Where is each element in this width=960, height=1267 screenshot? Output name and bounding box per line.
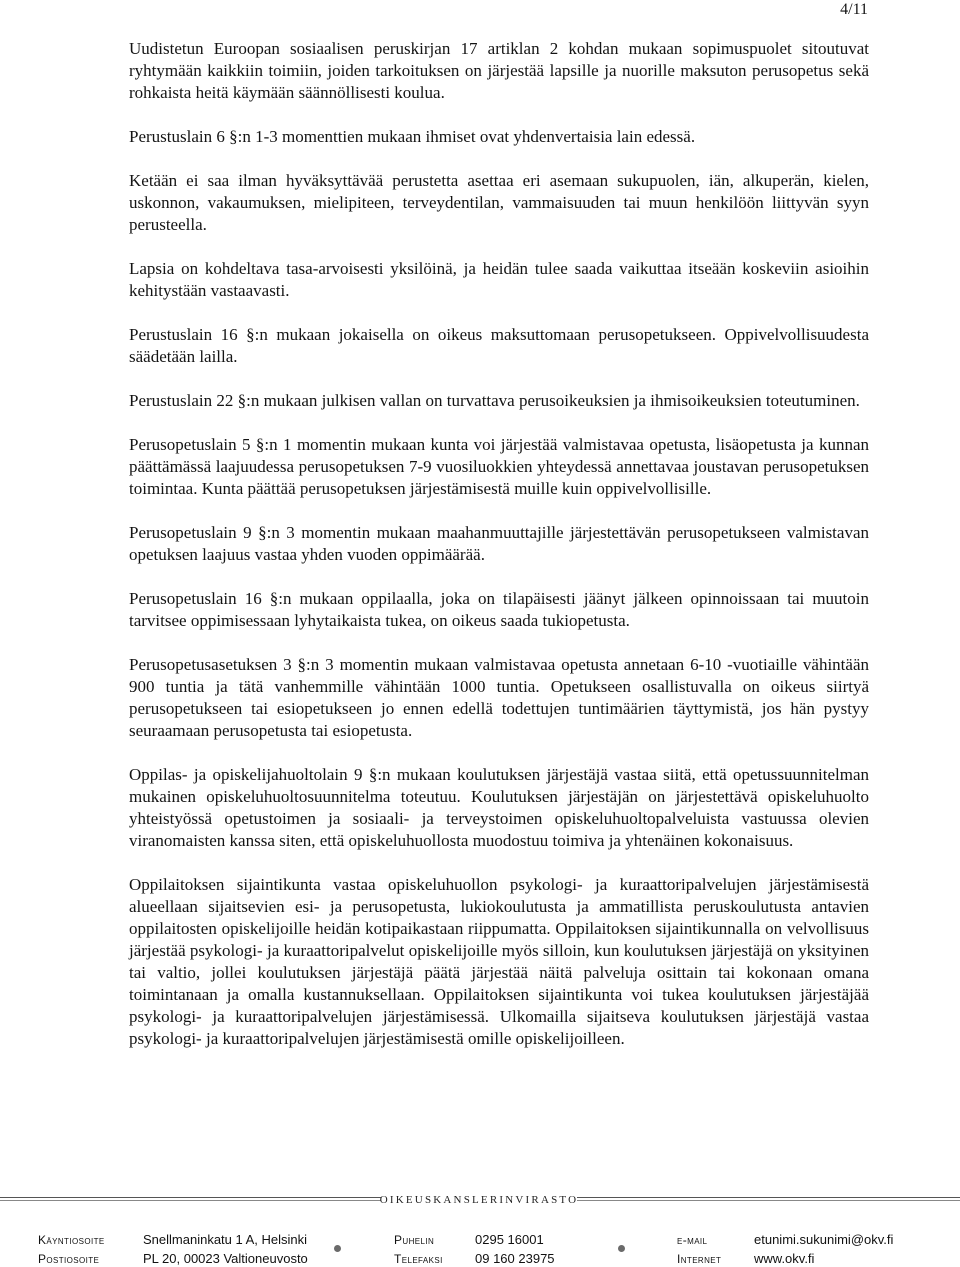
footer-phone: 0295 16001 [475,1232,544,1247]
paragraph-children-equality: Lapsia on kohdeltava tasa-arvoisesti yksilöinä, ja heidän tulee saada vaikuttaa itseään koskeviin asioihin kehitystään vastaavasti. [129,259,869,300]
paragraph-constitution-22: Perustuslain 22 §:n mukaan julkisen vallan on turvattava perusoikeuksien ja ihmisoikeuksien toteutuminen. [129,391,860,410]
footer-internet-label: Internet [677,1252,722,1266]
footer-separator-dot [618,1245,625,1252]
footer-org-plate [381,1188,577,1212]
paragraph-constitution-6: Perustuslain 6 §:n 1-3 momenttien mukaan ihmiset ovat yhdenvertaisia lain edessä. [129,127,696,146]
footer-email-label: e-mail [677,1233,708,1247]
paragraph-non-discrimination: Ketään ei saa ilman hyväksyttävää perustetta asettaa eri asemaan sukupuolen, iän, alkuperän, kielen, uskonnon, vakaumuksen, mielipiteen, terveydentilan, vammaisuuden tai muun henkilöön liittyvän syyn perusteella. [129,171,869,234]
footer-postal-address: PL 20, 00023 Valtioneuvosto [143,1251,308,1266]
footer-fax-label: Telefaksi [394,1252,443,1266]
paragraph-basic-education-act-5: Perusopetuslain 5 §:n 1 momentin mukaan kunta voi järjestää valmistavaa opetusta, lisäopetusta ja kunnan päättämässä laajuudessa perusopetuksen 7-9 vuosiluokkien yhteydessä annettavaa joustavan perusopetuksen toimintaa. Kunta päättää perusopetuksen järjestämisestä muille kuin oppivelvollisille. [129,435,869,498]
footer-fax: 09 160 23975 [475,1251,555,1266]
footer-visiting-address: Snellmaninkatu 1 A, Helsinki [143,1232,308,1247]
footer-internet[interactable]: www.okv.fi [754,1251,815,1266]
footer-email[interactable]: etunimi.sukunimi@okv.fi [754,1232,894,1247]
paragraph-constitution-16: Perustuslain 16 §:n mukaan jokaisella on oikeus maksuttomaan perusopetukseen. Oppivelvollisuudesta säädetään lailla. [129,325,869,366]
footer-phone-label: Puhelin [394,1233,435,1247]
paragraph-student-welfare-act-9: Oppilas- ja opiskelijahuoltolain 9 §:n mukaan koulutuksen järjestäjä vastaa siitä, että opetussuunnitelman mukainen opiskeluhuoltosuunnitelma toteutuu. Koulutuksen järjestäjän on järjestettävä opiskeluhuolto yhteistyössä opetustoimen ja sosiaali- ja terveystoimen opiskeluhuoltopalveluista vastuussa olevien viranomaisten kanssa siten, että opiskeluhuollosta muodostuu toimiva ja yhtenäinen kokonaisuus. [129,765,869,850]
paragraph-basic-education-act-16: Perusopetuslain 16 §:n mukaan oppilaalla, joka on tilapäisesti jäänyt jälkeen opinnoissaan tai muutoin tarvitsee oppimisessaan lyhytaikaista tukea, on oikeus saada tukiopetusta. [129,589,869,630]
paragraph-social-charter: Uudistetun Euroopan sosiaalisen peruskirjan 17 artiklan 2 kohdan mukaan sopimuspuolet sitoutuvat ryhtymään kaikkiin toimiin, joiden tarkoituksen on järjestää lapsille ja nuorille maksuton perusopetus sekä rohkaista heitä käymään säännöllisesti koulua. [129,39,869,102]
paragraph-basic-education-act-9: Perusopetuslain 9 §:n 3 momentin mukaan maahanmuuttajille järjestettävän perusopetukseen valmistavan opetuksen laajuus vastaa yhden vuoden oppimäärää. [129,523,869,564]
document-body [129,38,869,1072]
footer-separator-dot [334,1245,341,1252]
footer-postal-address-label: Postiosoite [38,1252,100,1266]
paragraph-basic-education-decree-3: Perusopetusasetuksen 3 §:n 3 momentin mukaan valmistavaa opetusta annetaan 6-10 -vuotiaille vähintään 900 tuntia ja tätä vanhemmille vähintään 1000 tuntia. Opetukseen osallistuvalla on oikeus siirtyä perusopetukseen tai esiopetukseen jo ennen edellä todettujen tuntimäärien täyttymistä, jos hän pystyy seuraamaan perusopetusta tai esiopetusta. [129,655,869,740]
footer-visiting-address-label: Käyntiosoite [38,1233,105,1247]
footer-org-name: OIKEUSKANSLERINVIRASTO [379,1194,579,1206]
page-number: 4/11 [840,1,868,18]
paragraph-municipality-services: Oppilaitoksen sijaintikunta vastaa opiskeluhuollon psykologi- ja kuraattoripalvelujen järjestämisestä alueellaan sijaitsevien esi- ja perusopetusta, lukiokoulutusta ja ammatillista peruskoulutusta antavien oppilaitosten opiskelijoille heidän kotipaikastaan riippumatta. Oppilaitoksen sijaintikunnalla on velvollisuus järjestää psykologi- ja kuraattoripalvelut opiskelijoille myös silloin, kun koulutuksen järjestäjä on yksityinen tai valtio, jollei koulutuksen järjestäjä päätä järjestää näitä palveluja osittain tai kokonaan omana toimintanaan ja omalla kustannuksellaan. Oppilaitoksen sijaintikunta voi tukea koulutuksen järjestäjää psykologi- ja kuraattoripalvelujen järjestämisessä. Ulkomailla sijaitseva koulutuksen järjestäjä vastaa psykologi- ja kuraattoripalvelujen järjestämisestä omille opiskelijoilleen. [129,875,869,1048]
